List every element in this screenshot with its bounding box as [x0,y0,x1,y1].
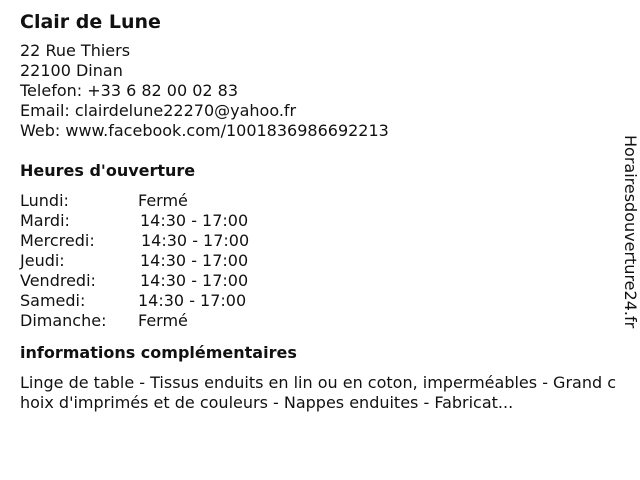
day-label: Samedi: [20,291,86,310]
hours-row-monday [20,191,618,211]
phone-line: Telefon: +33 6 82 00 02 83 [20,81,239,100]
hours-row-tuesday [20,211,618,231]
business-name: Clair de Lune [20,11,161,33]
hours-row-thursday [20,251,618,271]
additional-info-text: Linge de table - Tissus enduits en lin ou en coton, imperméables - Grand choix d'imprimés et de couleurs - Nappes enduites - Fabricat... [20,373,617,412]
time-value: Fermé [138,191,188,210]
opening-hours-heading: Heures d'ouverture [20,161,196,180]
day-label: Vendredi: [20,271,96,290]
time-value: Fermé [138,311,188,330]
time-value: 14:30 - 17:00 [140,271,249,290]
day-label: Dimanche: [20,311,107,330]
day-label: Mardi: [20,211,70,230]
time-value: 14:30 - 17:00 [138,291,247,310]
address-street: 22 Rue Thiers [20,41,131,60]
time-value: 14:30 - 17:00 [140,251,249,270]
day-label: Mercredi: [20,231,95,250]
web-line: Web: www.facebook.com/1001836986692213 [20,121,389,140]
site-watermark: Horairesdouverture24.fr [621,135,640,329]
day-label: Jeudi: [20,251,65,270]
address-city: 22100 Dinan [20,61,123,80]
hours-row-wednesday [20,231,618,251]
day-label: Lundi: [20,191,69,210]
business-card [20,10,618,413]
hours-row-saturday [20,291,618,311]
email-line: Email: clairdelune22270@yahoo.fr [20,101,297,120]
time-value: 14:30 - 17:00 [141,231,250,250]
time-value: 14:30 - 17:00 [140,211,249,230]
hours-row-sunday [20,311,618,331]
hours-row-friday [20,271,618,291]
additional-info-heading: informations complémentaires [20,343,297,362]
opening-hours-table [20,191,618,331]
